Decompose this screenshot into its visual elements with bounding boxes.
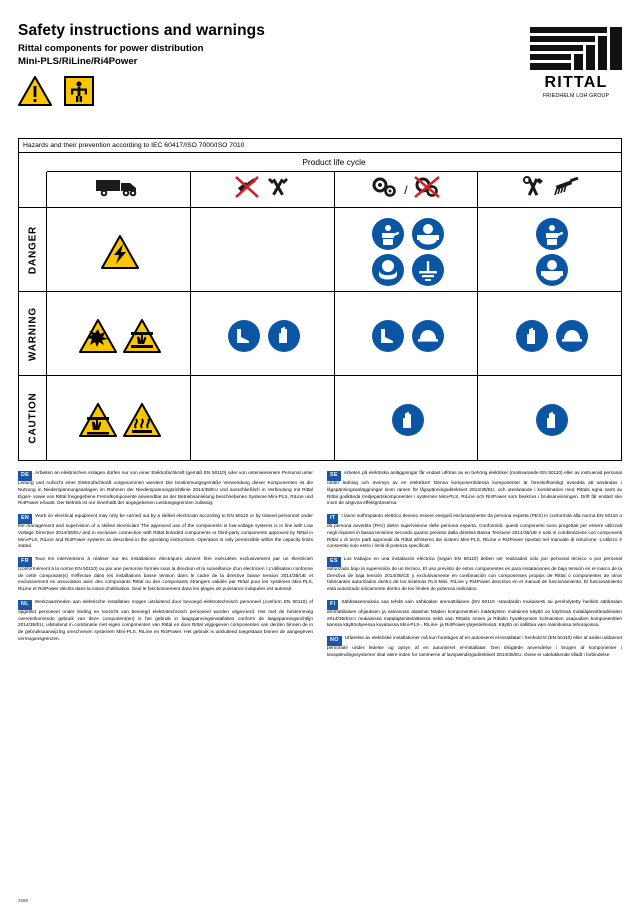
wear-safety-boots-mandatory-icon (371, 319, 401, 349)
electric-shock-warning-icon (101, 235, 135, 265)
language-code-es: ES (327, 557, 341, 567)
cell-operation-warning (335, 292, 478, 376)
disconnect-power-mandatory-icon (371, 217, 401, 247)
cell-assembly-caution (191, 376, 334, 460)
cell-transport-danger (47, 208, 190, 292)
page-subtitle-line1: Rittal components for power distribution (18, 43, 204, 54)
operation-danger-left (371, 217, 401, 283)
language-entry-fr (18, 557, 313, 594)
severity-caution-label: CAUTION (27, 392, 38, 444)
language-code-nl: NL (18, 600, 32, 610)
wear-protective-gloves-mandatory-icon (391, 403, 421, 433)
wear-head-protection-mandatory-icon (411, 319, 441, 349)
page-subtitle-line2: Mini-PLS/RiLine/Ri4Power (18, 55, 138, 67)
language-column-right (327, 471, 622, 666)
cell-operation-caution (335, 376, 478, 460)
brush-icon (552, 175, 580, 204)
lifecycle-column-transport (47, 172, 191, 460)
severity-warning (19, 292, 46, 376)
general-warning-icon (18, 76, 52, 106)
slash-separator: / (404, 182, 408, 197)
cell-service-warning (478, 292, 621, 376)
wear-safety-boots-mandatory-icon (227, 319, 257, 349)
language-text-fi: Sähköasennuksia saa tehdä vain sähköalan ammattilainen (EN 50110 -standardin mukaisesti tai perehdytetty henkilö sähköalan ammattilaisen ohjauksen ja valvonnan alaisina! Näiden komponenttien määräysten mukainen käyttö on käytössä matalajännitteadireiden 2014/35/EU:n mukaisissa matalajännitelaitteissa sekä vain Rittalin omien ja Rittalin hyväksymien kolmansien osapuolien komponenttien kanssa käyttöohjeessa kuvatuissa Mini-PLS-, RiLine- ja Ri4Power-järjestelmissä. Käyttö on sallittua vain mainituissa tehorajoissa. (327, 599, 622, 629)
wear-protective-gloves-mandatory-icon (535, 403, 565, 433)
rittal-wordmark: RITTAL (544, 74, 608, 91)
hot-surface-warning-icon (123, 403, 157, 433)
language-text-it: I lavori sull'impianto elettrico devono essere eseguiti esclusivamente da persona esperta (PES) in conformità alla norma EN 50110 o da persona avvertita (PAV) dietro supervisione delle persona esperta. Conformità: questi componenti sono progettati per essere utilizzati negli impianti in bassa tensione secondo quanto previsto dalla direttiva Bassa Tensione 2014/35/UE e solo in combinazione con componenti Rittal o di terze parti approvati da Rittal all'interno dei sistemi Mini-PLS, RiLine e Ri4Power riportati nel manuale di istruzione. L'utilizzo è consentito solo entro i limiti di potenza specificati. (327, 513, 622, 550)
lifecycle-columns (47, 172, 621, 460)
wear-eye-protection-mandatory-icon (535, 253, 565, 283)
wear-protective-gloves-mandatory-icon (267, 319, 297, 349)
service-danger-stack (535, 217, 565, 283)
severity-warning-label: WARNING (27, 306, 38, 361)
crush-hand-warning-icon (79, 403, 113, 433)
cell-service-caution (478, 376, 621, 460)
language-text-es: Los trabajos en una instalación eléctrica (según EN 50110) deben ser realizados sólo por personal técnico o por personal autorizado bajo la supervisión de un técnico. El uso previsto de estos componentes es para instalaciones de baja tensión en el marco de la Directiva de baja tensión 2014/35/CE y exclusivamente en combinación con componentes propios de Rittal o componentes de otros fabricantes autorizados dentro de los sistemas PLS-Mini, RiLine y Ri4Power descritos en el manual de funcionamiento. El funcionamiento está autorizado únicamente dentro de los límites de potencia indicados. (327, 556, 622, 593)
language-code-fi: FI (327, 600, 338, 610)
crossed-tools-icon (265, 175, 291, 204)
language-code-it: IT (327, 514, 338, 524)
language-text-nl: Werkzaamheden aan elektrische installaties mogen uitsluitend door bevoegd elektrotechnisch personeel (conform EN 50110) of opgeleid personeel onder leiding en toezicht van bevoegd elektrotechnisch personeel worden uitgevoerd. Het met de bestemming overeenkomende gebruik van deze component(en) is het gebruik in laagspanningsinstallaties conform de laagspanningsrichtlijn 2014/35/EU, uitsluitend in combinatie met eigen componenten van Rittal en door Rittal vrijgegeven componenten van derden binnen de in de gebruiksaanwijzing omschreven systemen Mini-PLS, RiLine en Ri4Power. Het gebruik is uitsluitend toegestaan binnen de aangegeven vermogensgrenzen. (18, 599, 313, 642)
hazard-table (18, 138, 622, 461)
language-code-de: DE (18, 471, 32, 481)
gears-icon (371, 175, 399, 204)
assembly-header (191, 172, 334, 208)
header-pictograms (18, 76, 94, 106)
wear-protective-gloves-mandatory-icon (515, 319, 545, 349)
language-entry-de (18, 471, 313, 508)
language-text-se: Arbeten på elektriska anläggningar får endast utföras av en behörig elektriker (motsvarande EN 50110) eller av instruerad personal under ledning och översyn av en elektriker! Denna komponent/dessa komponenter är föreskriftsenligt avsedda att användas i lågspänningsanläggningar inom ramen för lågspänningsdirektivet 2014/35/EU, och uteslutande i kombination med Rittals egna samt av Rittal godkända tredjepartskomponenter i systemen Mini-PLS, RiLine och Ri4Power som beskrivs i bruksanvisningen. Drift får endast ske inom de angivna effektgränserna. (327, 471, 622, 507)
language-text-no: Utførelse av elektriske installationer må kun foretages af en autoriseret el-installatør i henhold til (EN 50110) eller af andet uddannet personale under ledelse og opsyn af en autoriseret el-installatør. Den tilsigtede anvendelse i brugen af komponenter i lavspændingssystemer skal være inden for rammerne af lavspændingsdirektivet 2014/35/EU. Disse er udelukkende tilladt i forbindelse (327, 636, 622, 658)
language-text-en: Work on electrical equipment may only be carried out by a skilled electrician according to EN 50110 or by trained personnel under the management and supervision of a skilled electrician! The approved use of the components in low-voltage systems is in line with Low Voltage Directive 2014/35/EU and in exclusive connection with Rittal branded components or third-party components approved by Rittal in Mini-PLS, RiLine and Ri4Power systems as described in the operating instructions. Operation is only permissible within the capacity limits stated. (18, 513, 313, 550)
tools-icon (519, 175, 547, 204)
language-entry-es (327, 557, 622, 594)
service-header (478, 172, 621, 208)
explosion-warning-icon (79, 319, 113, 349)
language-entry-it (327, 514, 622, 551)
lifecycle-column-assembly (191, 172, 335, 460)
cell-transport-caution (47, 376, 190, 460)
language-column-left (18, 471, 313, 666)
cell-assembly-danger (191, 208, 334, 292)
earth-ground-mandatory-icon (411, 253, 441, 283)
cell-service-danger (478, 208, 621, 292)
lifecycle-column-operation (335, 172, 479, 460)
friedhelm-loh-group-label: FRIEDHELM LOH GROUP (542, 93, 610, 99)
language-code-en: EN (18, 514, 32, 524)
language-entry-se (327, 471, 622, 508)
truck-icon (95, 176, 141, 203)
language-entry-fi (327, 600, 622, 630)
severity-danger (19, 208, 46, 292)
severity-column (19, 172, 47, 460)
language-code-no: NO (327, 636, 342, 646)
operation-header (335, 172, 478, 208)
language-entry-nl (18, 600, 313, 644)
crush-hand-warning-icon (123, 319, 157, 349)
cell-operation-danger (335, 208, 478, 292)
page-title: Safety instructions and warnings (18, 22, 265, 39)
hazard-table-caption: Hazards and their prevention according to IEC 60417/ISO 7000/ISO 7010 (19, 139, 621, 153)
page-header (18, 22, 622, 134)
operation-danger-right (411, 217, 441, 283)
severity-column-header (19, 172, 46, 208)
cell-assembly-warning (191, 292, 334, 376)
lifecycle-column-service (478, 172, 621, 460)
rittal-logo-mark (530, 24, 622, 70)
no-gears-icon (413, 175, 441, 204)
hazard-grid (19, 172, 621, 460)
language-text-de: Arbeiten an elektrischen Anlagen dürfen nur von einer Elektrofachkraft (gemäß EN 50110) oder von unterwiesenem Personal unter Leitung und Aufsicht einer Elektrofachkraft vorgenommen werden! Die bestimmungsgemäße Verwendung dieser Komponenten ist die Nutzung in Niederspannungsanlagen im Rahmen der Niederspannungsrichtlinie 2014/35/EU und ausschließlich in Verbindung mit Rittal Eigen- sowie von Rittal freigegebene Fremdkomponente anwendbar an der Betriebsanleitung beschriebenen Systeme Mini-PLS, RiLine und Ri4Power erlaubt. Der Betrieb ist nur innerhalb der angegebenen Leistungsgrenzen zulässig. (18, 471, 313, 507)
wear-head-protection-mandatory-icon (555, 319, 585, 349)
language-text-fr: Tous les interventions à réaliser sur les installations électriques doivent être exécutées exclusivement par un électricien (conformément à la norme EN 50110) ou par une personne formée sous la direction et la surveillance d'un électricien ! L'utilisation conforme de cette composant(s) s'effectue dans les installations basse tension dans le cadre de la directive basse tension 2014/35/UE et exclusivement en association avec des composants Rittal ou des composants étrangers validés par Rittal pour les systèmes Mini-PLS, RiLine et Ri4Power décrits dans la notice d'utilisation. Seul le fonctionnement dans les plages de puissance indiquées est autorisé. (18, 556, 313, 593)
disconnect-power-mandatory-icon (535, 217, 565, 247)
rittal-logo (530, 24, 622, 99)
read-instructions-icon (64, 76, 94, 106)
language-entry-no (327, 636, 622, 660)
severity-danger-label: DANGER (27, 225, 38, 274)
language-entry-en (18, 514, 313, 551)
wear-face-shield-mandatory-icon (371, 253, 401, 283)
wear-eye-protection-mandatory-icon (411, 217, 441, 247)
no-drill-icon (234, 175, 260, 204)
language-code-fr: FR (18, 557, 32, 567)
product-life-cycle-header: Product life cycle (47, 153, 621, 172)
language-code-se: SE (327, 471, 341, 481)
footer-document-number: 2688 (18, 898, 29, 903)
severity-caution (19, 376, 46, 460)
language-text-block (18, 471, 622, 666)
transport-header (47, 172, 190, 208)
cell-transport-warning (47, 292, 190, 376)
